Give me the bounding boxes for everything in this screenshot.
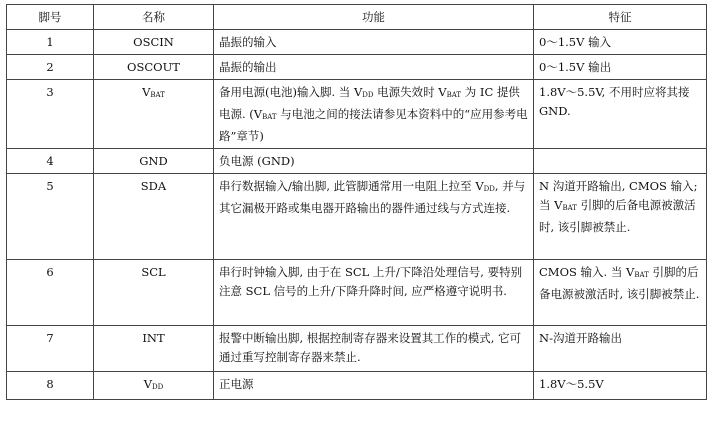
pin-name	[94, 80, 214, 149]
pin-name: OSCIN	[94, 30, 214, 55]
function-text: , 并与其它漏极开路或集电器开路输出的器件通过线与方式连接.	[219, 179, 526, 215]
table-row	[7, 80, 707, 149]
table-row	[7, 326, 707, 372]
pin-number: 2	[7, 55, 94, 80]
function-subscript: DD	[362, 91, 374, 99]
function-text: 与电池之间的接法请参见本资料中的“应用参考电路”章节)	[219, 107, 528, 143]
feature-text: 引脚的后备电源被激活时, 该引脚被禁止.	[539, 265, 700, 301]
pin-number: 7	[7, 326, 94, 372]
feature-text: CMOS 输入. 当 V	[539, 265, 635, 279]
pin-function: 晶振的输入	[214, 30, 534, 55]
pin-number: 8	[7, 372, 94, 400]
pin-name-main: V	[143, 377, 153, 391]
pin-table-container	[6, 4, 707, 400]
feature-subscript: BAT	[634, 271, 649, 279]
table-row	[7, 149, 707, 174]
pin-number: 3	[7, 80, 94, 149]
pin-feature: 1.8V～5.5V, 不用时应将其接 GND.	[534, 80, 707, 149]
table-row	[7, 260, 707, 326]
pin-function	[214, 80, 534, 149]
function-subscript: DD	[483, 185, 495, 193]
table-header-row	[7, 5, 707, 30]
feature-text: 引脚的后备电源被激活时, 该引脚被禁止.	[539, 198, 696, 234]
pin-name-main: V	[142, 85, 151, 99]
pin-function: 报警中断输出脚, 根据控制寄存器来设置其工作的模式, 它可通过重写控制寄存器来禁止.	[214, 326, 534, 372]
header-pin-name: 名称	[94, 5, 214, 30]
function-text: 为 IC 提供电源. (V	[219, 85, 520, 121]
pin-description-table	[6, 4, 707, 400]
header-function: 功能	[214, 5, 534, 30]
pin-feature: N-沟道开路输出	[534, 326, 707, 372]
pin-name	[94, 372, 214, 400]
table-row	[7, 55, 707, 80]
table-row	[7, 174, 707, 260]
pin-feature: 1.8V～5.5V	[534, 372, 707, 400]
pin-name: SCL	[94, 260, 214, 326]
pin-function	[214, 174, 534, 260]
pin-function: 正电源	[214, 372, 534, 400]
pin-name-subscript: BAT	[150, 91, 165, 99]
pin-name: SDA	[94, 174, 214, 260]
pin-name: INT	[94, 326, 214, 372]
pin-name: OSCOUT	[94, 55, 214, 80]
pin-name-subscript: DD	[152, 383, 164, 391]
function-text: 备用电源(电池)输入脚. 当 V	[219, 85, 363, 99]
pin-function: 串行时钟输入脚, 由于在 SCL 上升/下降沿处理信号, 要特别注意 SCL 信号的上升/下降升降时间, 应严格遵守说明书.	[214, 260, 534, 326]
pin-feature	[534, 149, 707, 174]
pin-feature: 0～1.5V 输入	[534, 30, 707, 55]
feature-text: N 沟道开路输出, CMOS 输入; 当 V	[539, 179, 698, 212]
pin-number: 4	[7, 149, 94, 174]
pin-number: 6	[7, 260, 94, 326]
header-feature: 特征	[534, 5, 707, 30]
pin-function: 晶振的输出	[214, 55, 534, 80]
pin-number: 1	[7, 30, 94, 55]
pin-feature	[534, 260, 707, 326]
table-row	[7, 372, 707, 400]
pin-function: 负电源 (GND)	[214, 149, 534, 174]
function-text: 电源失效时 V	[373, 85, 447, 99]
pin-number: 5	[7, 174, 94, 260]
function-text: 串行数据输入/输出脚, 此管脚通常用一电阻上拉至 V	[219, 179, 484, 193]
function-subscript: BAT	[446, 91, 462, 99]
header-pin-number: 脚号	[7, 5, 94, 30]
pin-feature: 0～1.5V 输出	[534, 55, 707, 80]
table-row	[7, 30, 707, 55]
pin-feature	[534, 174, 707, 260]
pin-name: GND	[94, 149, 214, 174]
feature-subscript: BAT	[562, 204, 577, 212]
function-subscript: BAT	[262, 113, 277, 121]
